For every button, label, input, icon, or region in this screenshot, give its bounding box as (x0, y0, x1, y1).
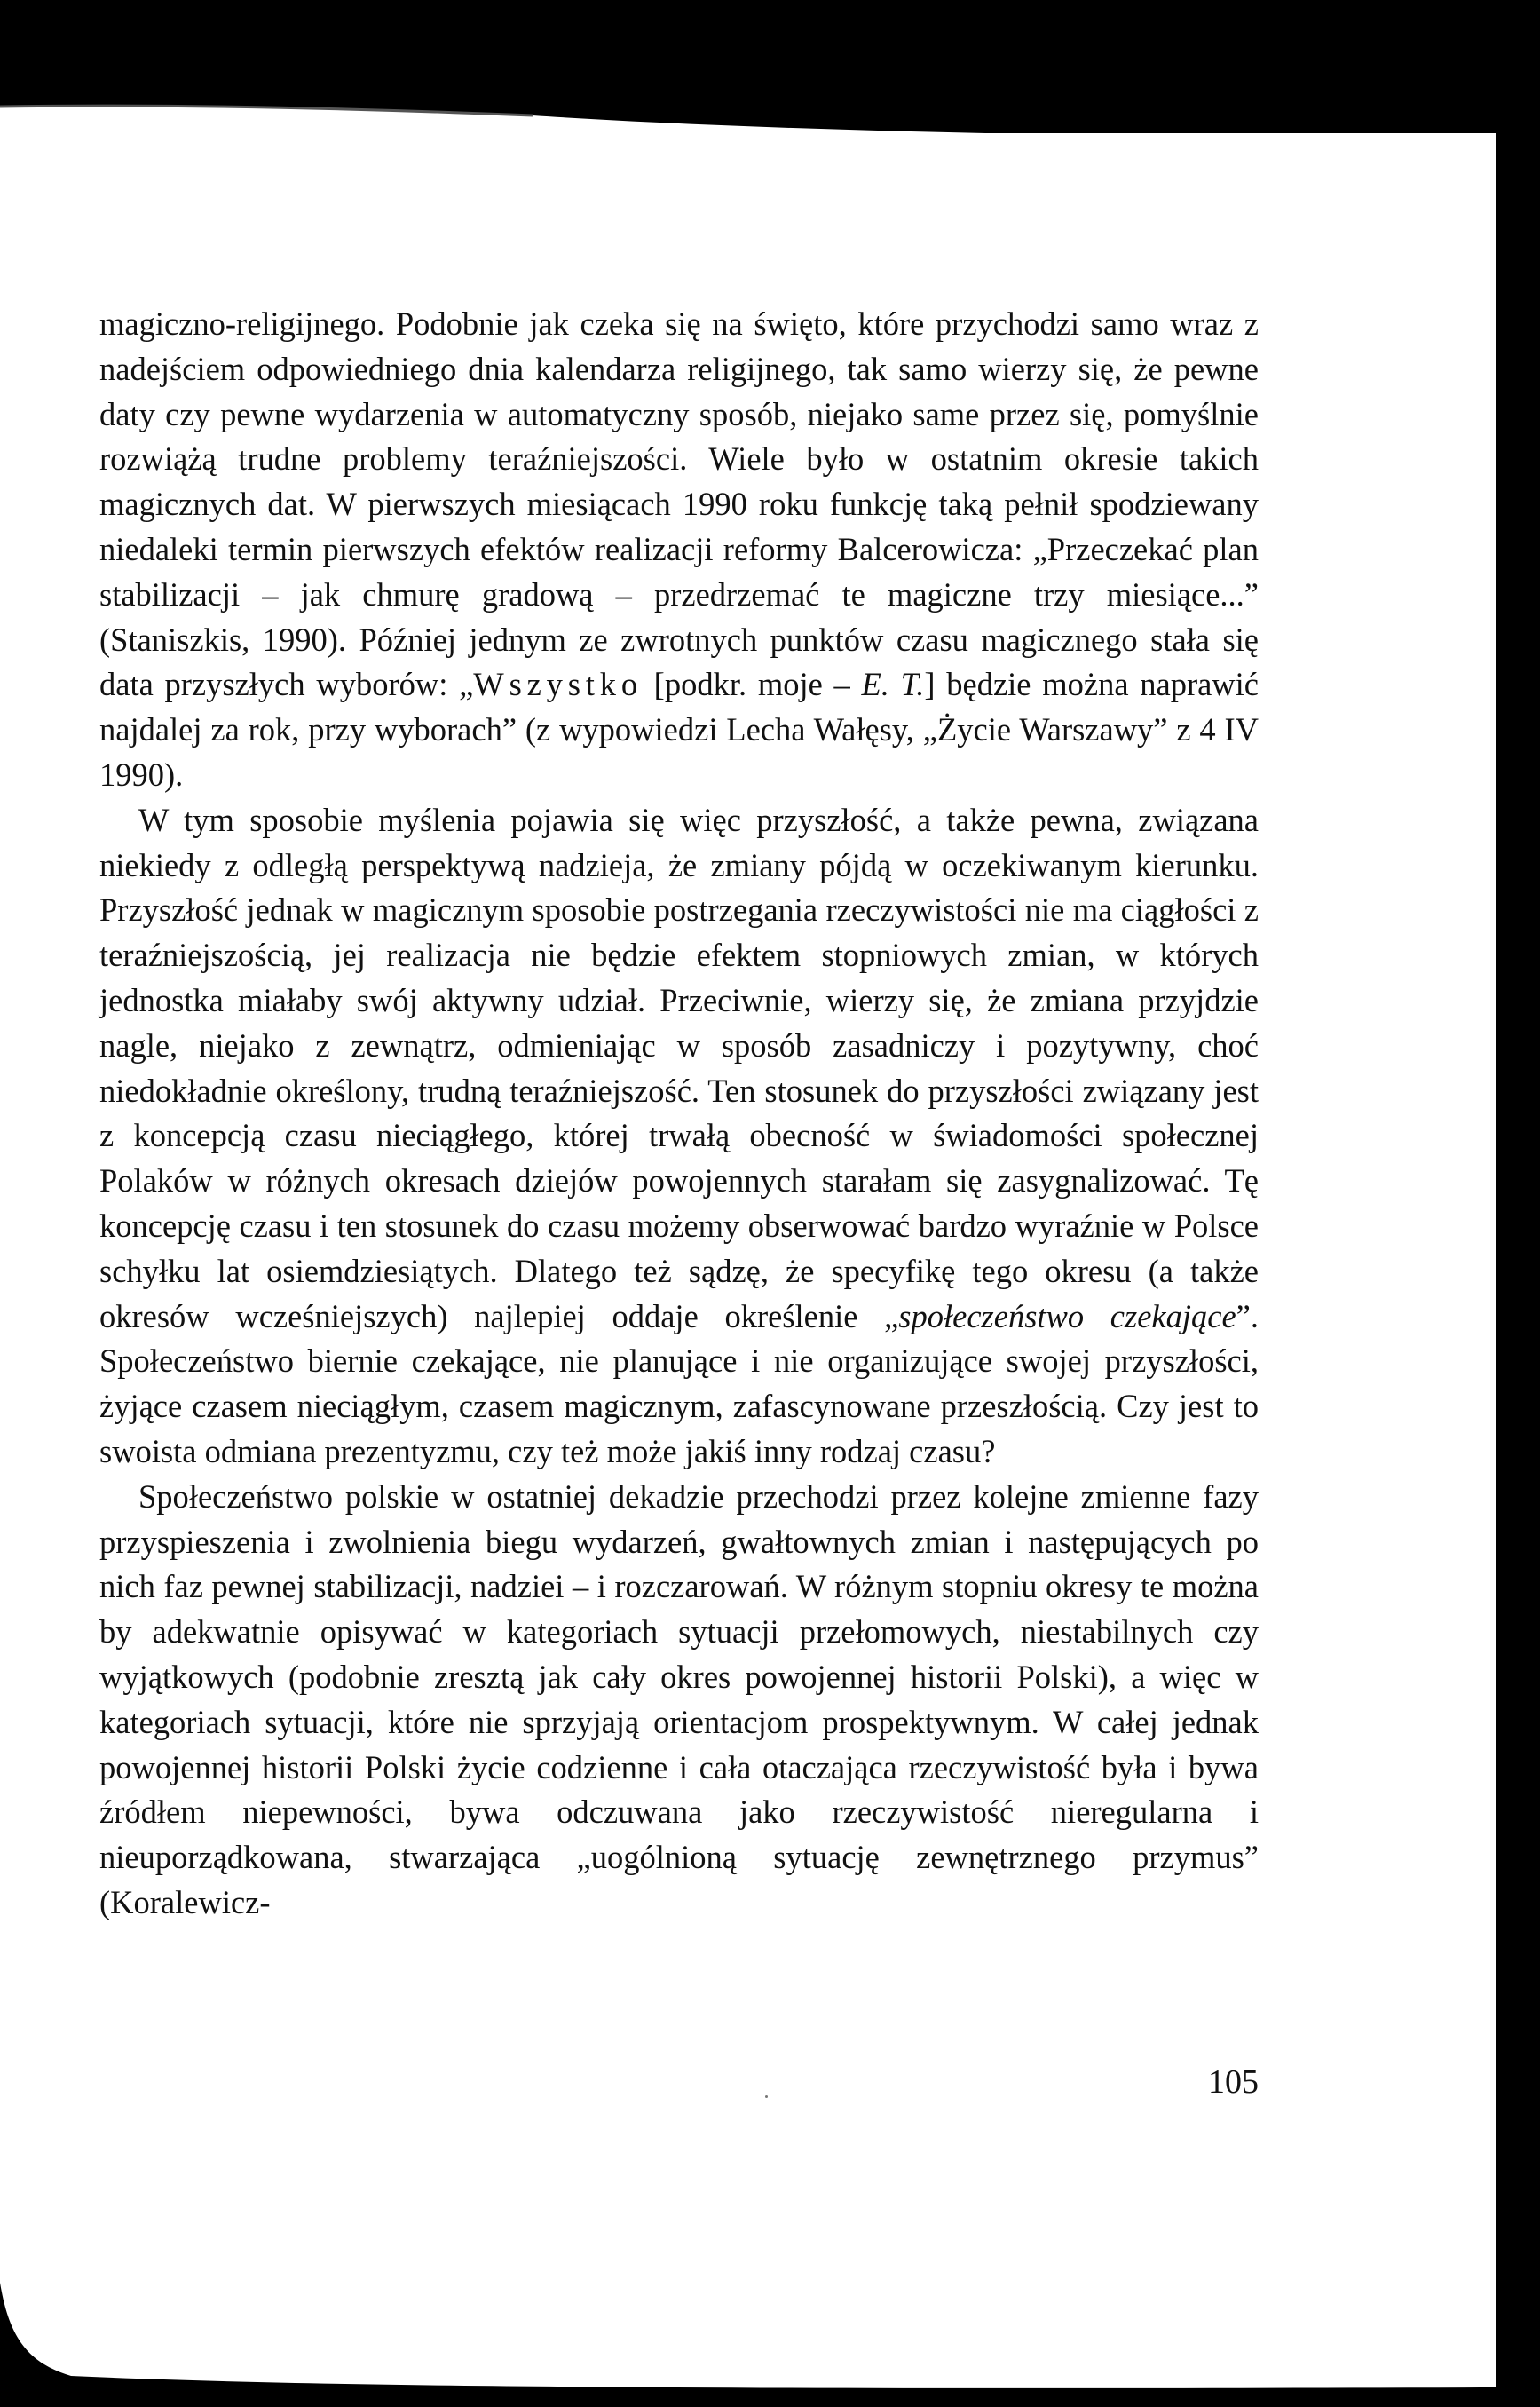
scan-corner-bottom (0, 2229, 1540, 2407)
paragraph-1 (99, 302, 1259, 798)
body-text (99, 302, 1259, 1926)
paragraph-2-text-b: ”. Społeczeństwo biernie czekające, nie planujące i nie organizujące swojej przyszłości, żyjące czasem nieciągłym, czasem magicznym, zafascynowane przeszłością. Czy jest to swoista odmiana prezentyzmu, czy też może jakiś inny rodzaj czasu? (99, 1297, 1259, 1469)
emphasized-word-wszystko: Wszystko (473, 666, 643, 703)
paragraph-1-text-c: ] będzie można naprawić najdalej za rok, przy wyborach” (z wypowiedzi Lecha Wałęsy, „Życie Warszawy” z 4 IV 1990). (99, 666, 1260, 793)
paragraph-2 (99, 798, 1259, 1475)
page-number: 105 (1208, 2063, 1259, 2101)
scan-border-right (1496, 0, 1540, 2407)
paragraph-1-text-a: magiczno-religijnego. Podobnie jak czeka się na święto, które przychodzi samo wraz z nadejściem odpowiedniego dnia kalendarza religijnego, tak samo wierzy się, że pewne daty czy pewne wydarzenia w automatyczny sposób, niejako same przez się, pomyślnie rozwiążą trudne problemy teraźniejszości. Wiele było w ostatnim okresie takich magicznych dat. W pierwszych miesiącach 1990 roku funkcję taką pełnił spodziewany niedaleki termin pierwszych efektów realizacji reformy Balcerowicza: „Przeczekać plan stabilizacji – jak chmurę gradową – przedrzemać te magiczne trzy miesiące...” (Staniszkis, 1990). Później jednym ze zwrotnych punktów czasu magicznego stała się data przyszłych wyborów: „ (99, 305, 1259, 703)
paragraph-3 (99, 1475, 1259, 1926)
paragraph-2-text-a: W tym sposobie myślenia pojawia się więc przyszłość, a także pewna, związana niekiedy z odległą perspektywą nadzieja, że zmiany pójdą w oczekiwanym kierunku. Przyszłość jednak w magicznym sposobie postrzegania rzeczywistości nie ma ciągłości z teraźniejszością, jej realizacja nie będzie efektem stopniowych zmian, w których jednostka miałaby swój aktywny udział. Przeciwnie, wierzy się, że zmiana przyjdzie nagle, niejako z zewnątrz, odmieniając w sposób zasadniczy i pozytywny, choć niedokładnie określony, trudną teraźniejszość. Ten stosunek do przyszłości związany jest z koncepcją czasu nieciągłego, której trwałą obecność w świadomości społecznej Polaków w różnych okresach dziejów powojennych starałam się zasygnalizować. Tę koncepcję czasu i ten stosunek do czasu możemy obserwować bardzo wyraźnie w Polsce schyłku lat osiemdziesiątych. Dlatego też sądzę, że specyfikę tego okresu (a także okresów wcześniejszych) najlepiej oddaje określenie „ (99, 801, 1259, 1334)
scan-border-top (0, 0, 1540, 133)
paragraph-1-text-b: [podkr. moje – (642, 666, 862, 703)
author-initials: E. T. (861, 666, 925, 703)
term-spoleczenstwo-czekajace: społeczeństwo czekające (898, 1297, 1236, 1334)
scan-speck (765, 2095, 768, 2098)
paragraph-3-text: Społeczeństwo polskie w ostatniej dekadzie przechodzi przez kolejne zmienne fazy przyspieszenia i zwolnienia biegu wydarzeń, gwałtownych zmian i następujących po nich faz pewnej stabilizacji, nadziei – i rozczarowań. W różnym stopniu okresy te można by adekwatnie opisywać w kategoriach sytuacji przełomowych, niestabilnych czy wyjątkowych (podobnie zresztą jak cały okres powojennej historii Polski), a więc w kategoriach sytuacji, które nie sprzyjają orientacjom prospektywnym. W całej jednak powojennej historii Polski życie codzienne i cała otaczająca rzeczywistość była i bywa źródłem niepewności, bywa odczuwana jako rzeczywistość nieregularna i nieuporządkowana, stwarzająca „uogólnioną sytuację zewnętrznego przymus” (Koralewicz- (99, 1477, 1259, 1920)
